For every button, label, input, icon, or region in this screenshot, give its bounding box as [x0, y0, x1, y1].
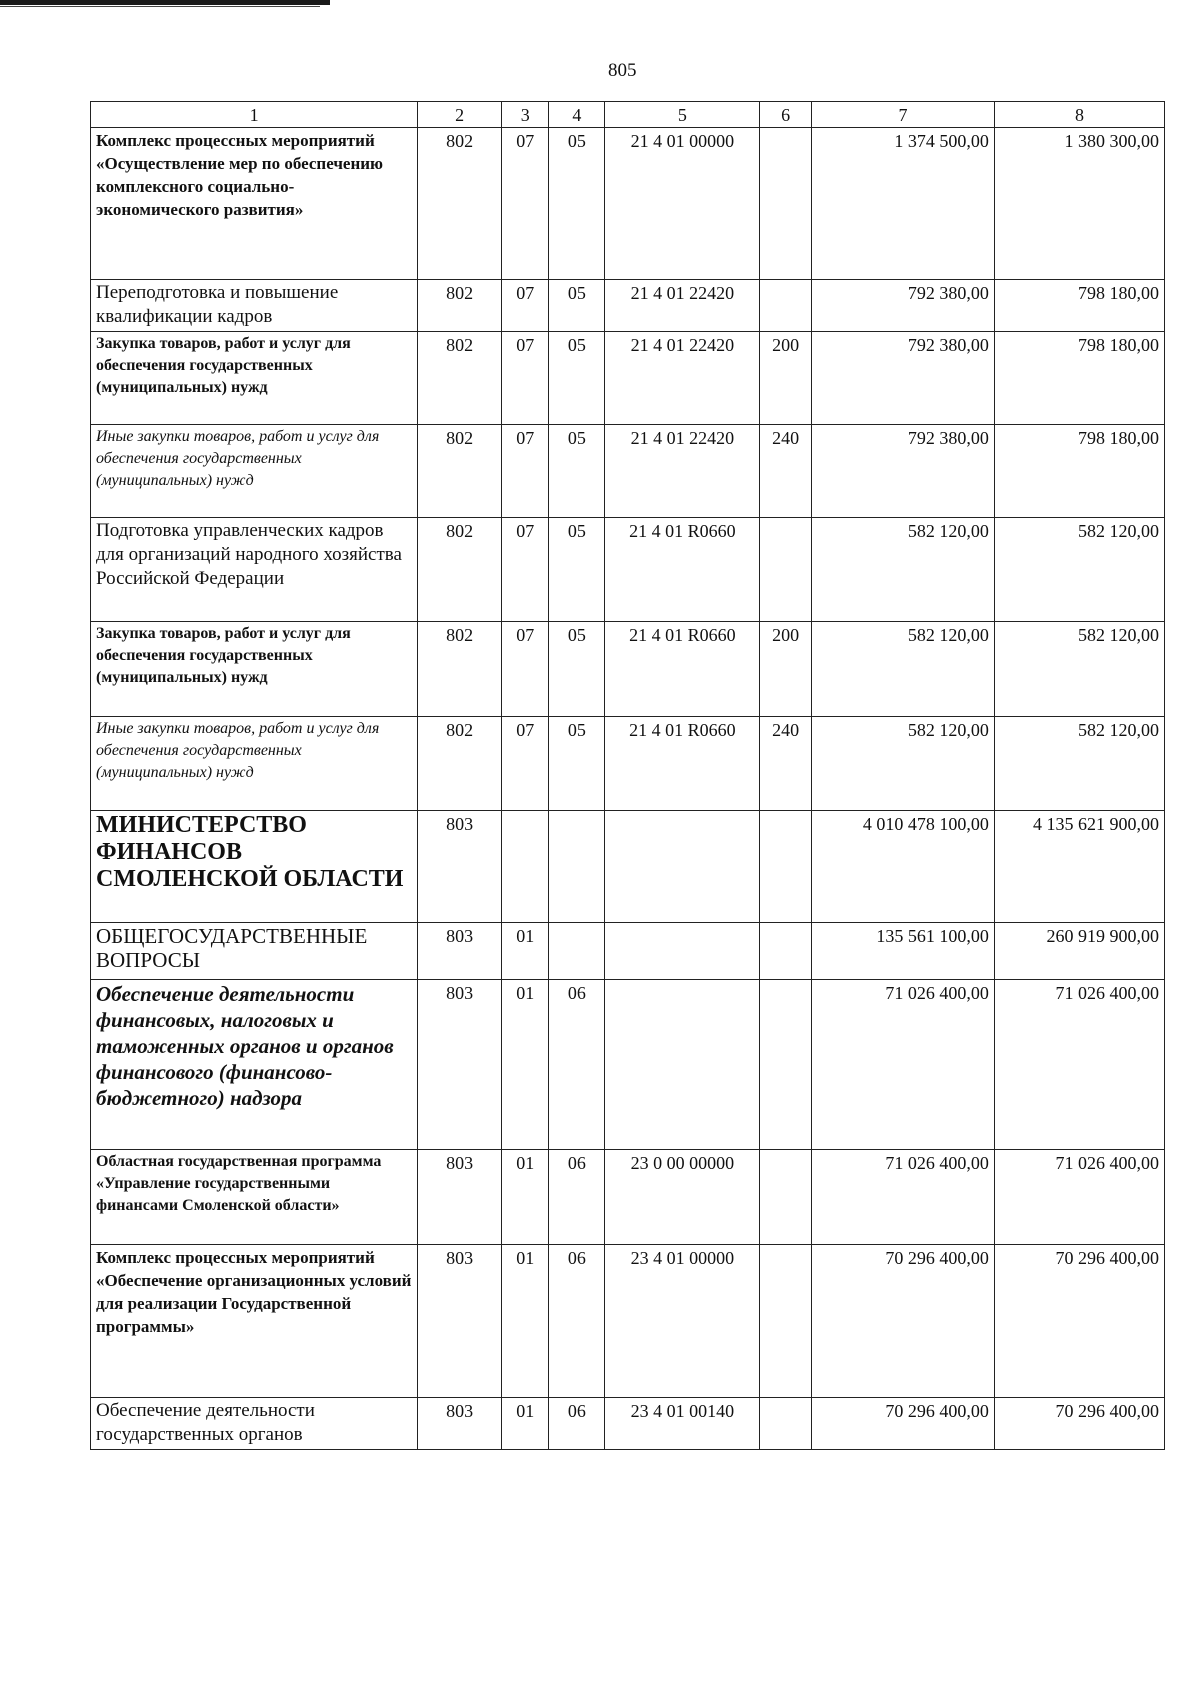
- row-c8: 582 120,00: [994, 518, 1164, 622]
- row-c7: 70 296 400,00: [811, 1398, 994, 1450]
- row-c2: 803: [418, 980, 502, 1150]
- row-c3: 01: [502, 1245, 549, 1398]
- row-c8: 71 026 400,00: [994, 980, 1164, 1150]
- table-row: [91, 332, 1165, 425]
- row-c4: 06: [549, 980, 605, 1150]
- row-c2: 802: [418, 622, 502, 717]
- table-row: [91, 425, 1165, 518]
- row-c7: 792 380,00: [811, 425, 994, 518]
- row-c6: 200: [760, 622, 812, 717]
- header-cell: 1: [91, 102, 418, 128]
- row-c6: 240: [760, 425, 812, 518]
- row-c8: 4 135 621 900,00: [994, 811, 1164, 923]
- row-name: МИНИСТЕРСТВО ФИНАНСОВ СМОЛЕНСКОЙ ОБЛАСТИ: [91, 811, 418, 923]
- row-c4: 05: [549, 280, 605, 332]
- row-c8: 71 026 400,00: [994, 1150, 1164, 1245]
- header-cell: 6: [760, 102, 812, 128]
- row-c3: 01: [502, 1150, 549, 1245]
- row-c3: 07: [502, 425, 549, 518]
- row-c5: 21 4 01 22420: [605, 332, 760, 425]
- row-c4: 06: [549, 1398, 605, 1450]
- row-c8: 582 120,00: [994, 622, 1164, 717]
- row-c8: 70 296 400,00: [994, 1398, 1164, 1450]
- row-c6: [760, 128, 812, 280]
- row-c3: 07: [502, 280, 549, 332]
- row-c6: [760, 923, 812, 980]
- row-c5: 21 4 01 22420: [605, 425, 760, 518]
- header-cell: 3: [502, 102, 549, 128]
- row-c2: 803: [418, 923, 502, 980]
- row-c4: 06: [549, 1245, 605, 1398]
- row-c5: 21 4 01 R0660: [605, 717, 760, 811]
- row-c7: 135 561 100,00: [811, 923, 994, 980]
- header-cell: 8: [994, 102, 1164, 128]
- row-c8: 798 180,00: [994, 332, 1164, 425]
- row-c2: 803: [418, 1245, 502, 1398]
- row-c4: 05: [549, 717, 605, 811]
- table-header-row: [91, 102, 1165, 128]
- top-rule-thin: [0, 6, 320, 7]
- row-c2: 803: [418, 811, 502, 923]
- row-c2: 802: [418, 280, 502, 332]
- row-c3: 01: [502, 923, 549, 980]
- row-c6: 240: [760, 717, 812, 811]
- row-c6: [760, 1245, 812, 1398]
- row-c5: 21 4 01 R0660: [605, 622, 760, 717]
- table-row: [91, 980, 1165, 1150]
- row-c6: [760, 811, 812, 923]
- row-c5: [605, 980, 760, 1150]
- row-c3: 01: [502, 1398, 549, 1450]
- row-name: Обеспечение деятельности финансовых, налоговых и таможенных органов и органов финансового (финансово-бюджетного) надзора: [91, 980, 418, 1150]
- row-c4: 05: [549, 622, 605, 717]
- table-row: [91, 923, 1165, 980]
- row-c5: 21 4 01 00000: [605, 128, 760, 280]
- row-name: Закупка товаров, работ и услуг для обеспечения государственных (муниципальных) нужд: [91, 332, 418, 425]
- table-row: [91, 622, 1165, 717]
- row-c4: 05: [549, 518, 605, 622]
- row-c3: 07: [502, 717, 549, 811]
- row-name: Переподготовка и повышение квалификации кадров: [91, 280, 418, 332]
- row-c3: 01: [502, 980, 549, 1150]
- table-row: [91, 1398, 1165, 1450]
- row-c2: 802: [418, 332, 502, 425]
- page-number: 805: [608, 60, 637, 81]
- row-c4: 05: [549, 425, 605, 518]
- row-c8: 798 180,00: [994, 425, 1164, 518]
- row-c7: 71 026 400,00: [811, 980, 994, 1150]
- row-c6: [760, 980, 812, 1150]
- table-row: [91, 280, 1165, 332]
- row-c7: 71 026 400,00: [811, 1150, 994, 1245]
- row-c7: 792 380,00: [811, 332, 994, 425]
- table-row: [91, 811, 1165, 923]
- row-name: Комплекс процессных мероприятий «Обеспечение организационных условий для реализации Государственной программы»: [91, 1245, 418, 1398]
- row-c5: 23 4 01 00140: [605, 1398, 760, 1450]
- row-c2: 802: [418, 717, 502, 811]
- row-c2: 803: [418, 1150, 502, 1245]
- table-row: [91, 128, 1165, 280]
- row-name: Обеспечение деятельности государственных органов: [91, 1398, 418, 1450]
- row-c4: [549, 923, 605, 980]
- row-c5: 23 4 01 00000: [605, 1245, 760, 1398]
- row-name: Комплекс процессных мероприятий «Осуществление мер по обеспечению комплексного социально-экономического развития»: [91, 128, 418, 280]
- header-cell: 7: [811, 102, 994, 128]
- row-c4: 05: [549, 332, 605, 425]
- row-c3: 07: [502, 622, 549, 717]
- row-c5: 23 0 00 00000: [605, 1150, 760, 1245]
- row-c7: 70 296 400,00: [811, 1245, 994, 1398]
- row-c4: [549, 811, 605, 923]
- row-c7: 4 010 478 100,00: [811, 811, 994, 923]
- row-c2: 803: [418, 1398, 502, 1450]
- row-c7: 582 120,00: [811, 717, 994, 811]
- row-name: Иные закупки товаров, работ и услуг для обеспечения государственных (муниципальных) нужд: [91, 717, 418, 811]
- row-c6: [760, 1150, 812, 1245]
- row-name: Областная государственная программа «Управление государственными финансами Смоленской области»: [91, 1150, 418, 1245]
- row-c7: 582 120,00: [811, 622, 994, 717]
- row-c8: 70 296 400,00: [994, 1245, 1164, 1398]
- row-name: Подготовка управленческих кадров для организаций народного хозяйства Российской Федерации: [91, 518, 418, 622]
- row-c5: [605, 811, 760, 923]
- row-c7: 792 380,00: [811, 280, 994, 332]
- row-c3: [502, 811, 549, 923]
- budget-table: [90, 101, 1165, 1450]
- row-c4: 06: [549, 1150, 605, 1245]
- table-row: [91, 1245, 1165, 1398]
- row-c6: 200: [760, 332, 812, 425]
- header-cell: 2: [418, 102, 502, 128]
- row-c8: 798 180,00: [994, 280, 1164, 332]
- row-c3: 07: [502, 128, 549, 280]
- row-c3: 07: [502, 332, 549, 425]
- row-c5: 21 4 01 R0660: [605, 518, 760, 622]
- row-c5: 21 4 01 22420: [605, 280, 760, 332]
- row-c4: 05: [549, 128, 605, 280]
- row-c8: 582 120,00: [994, 717, 1164, 811]
- row-c7: 1 374 500,00: [811, 128, 994, 280]
- header-cell: 5: [605, 102, 760, 128]
- row-c6: [760, 1398, 812, 1450]
- row-name: ОБЩЕГОСУДАРСТВЕННЫЕ ВОПРОСЫ: [91, 923, 418, 980]
- row-c8: 1 380 300,00: [994, 128, 1164, 280]
- table-row: [91, 717, 1165, 811]
- row-c6: [760, 280, 812, 332]
- row-c2: 802: [418, 128, 502, 280]
- top-rule: [0, 0, 330, 5]
- row-name: Закупка товаров, работ и услуг для обеспечения государственных (муниципальных) нужд: [91, 622, 418, 717]
- table-row: [91, 1150, 1165, 1245]
- header-cell: 4: [549, 102, 605, 128]
- row-c2: 802: [418, 425, 502, 518]
- table-row: [91, 518, 1165, 622]
- row-name: Иные закупки товаров, работ и услуг для обеспечения государственных (муниципальных) нужд: [91, 425, 418, 518]
- row-c6: [760, 518, 812, 622]
- row-c3: 07: [502, 518, 549, 622]
- row-c5: [605, 923, 760, 980]
- row-c8: 260 919 900,00: [994, 923, 1164, 980]
- row-c2: 802: [418, 518, 502, 622]
- row-c7: 582 120,00: [811, 518, 994, 622]
